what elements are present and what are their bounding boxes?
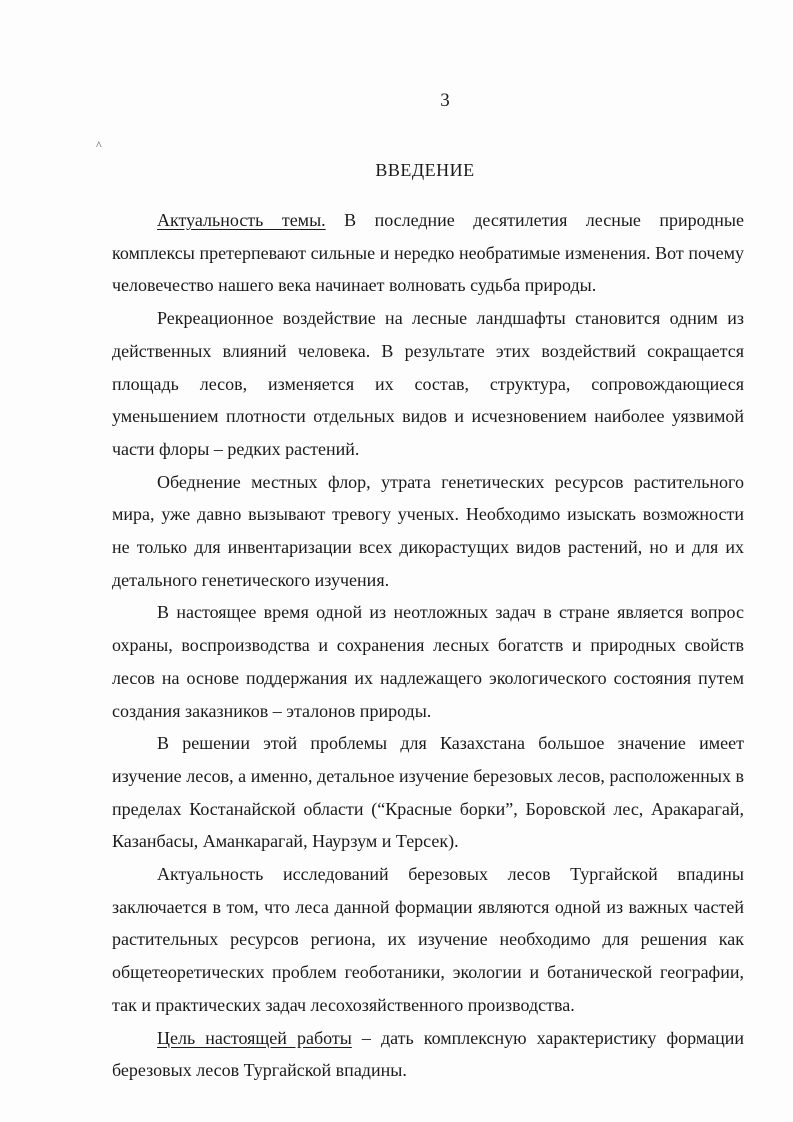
paragraph-text: Актуальность исследований березовых лесов Тургайской впадины заключается в том, что леса данной формации являются одной из важных частей растительных ресурсов региона, их изучение необходимо для решения как общетеоретических проблем геоботаники, экологии и ботанической географии, так и практических задач лесохозяйственного производства.: [112, 864, 744, 1015]
paragraph-text: В настоящее время одной из неотложных задач в стране является вопрос охраны, воспроизводства и сохранения лесных богатств и природных свойств лесов на основе поддержания их надлежащего экологического состояния путем создания заказников – эталонов природы.: [112, 602, 744, 721]
paragraph-flora: [112, 466, 744, 597]
paragraph-protection: [112, 596, 744, 727]
relevance-lead: Актуальность темы.: [157, 210, 326, 230]
scan-mark: ^: [96, 138, 102, 152]
goal-lead: Цель настоящей работы: [157, 1027, 352, 1048]
paragraph-text: – дать комплексную характеристику формации березовых лесов Тургайской впадины.: [112, 1027, 744, 1081]
paragraph-text: Обеднение местных флор, утрата генетических ресурсов растительного мира, уже давно вызывают тревогу ученых. Необходимо изыскать возможности не только для инвентаризации всех дикорастущих видов растений, но и для их детального генетического изучения.: [112, 471, 744, 590]
body-text: [112, 204, 744, 1087]
paragraph-turgai: [112, 858, 744, 1022]
section-title: ВВЕДЕНИЕ: [375, 160, 475, 180]
paragraph-recreation: [112, 302, 744, 466]
paragraph-goal: [112, 1022, 744, 1087]
paragraph-text: В решении этой проблемы для Казахстана большое значение имеет изучение лесов, а именно, детальное изучение березовых лесов, расположенных в пределах Костанайской области (“Красные борки”, Боровской лес, Аракарагай, Казанбасы, Аманкарагай, Наурзум и Терсек).: [112, 733, 744, 852]
paragraph-relevance: [112, 204, 744, 302]
page-number: 3: [440, 90, 450, 111]
paragraph-text: В последние десятилетия лесные природные комплексы претерпевают сильные и нередко необратимые изменения. Вот почему человечество нашего века начинает волновать судьба природы.: [112, 210, 744, 296]
paragraph-kazakhstan: [112, 727, 744, 858]
paragraph-text: Рекреационное воздействие на лесные ландшафты становится одним из действенных влияний человека. В результате этих воздействий сокращается площадь лесов, изменяется их состав, структура, сопровождающиеся уменьшением плотности отдельных видов и исчезновением наиболее уязвимой части флоры – редких растений.: [112, 308, 744, 459]
